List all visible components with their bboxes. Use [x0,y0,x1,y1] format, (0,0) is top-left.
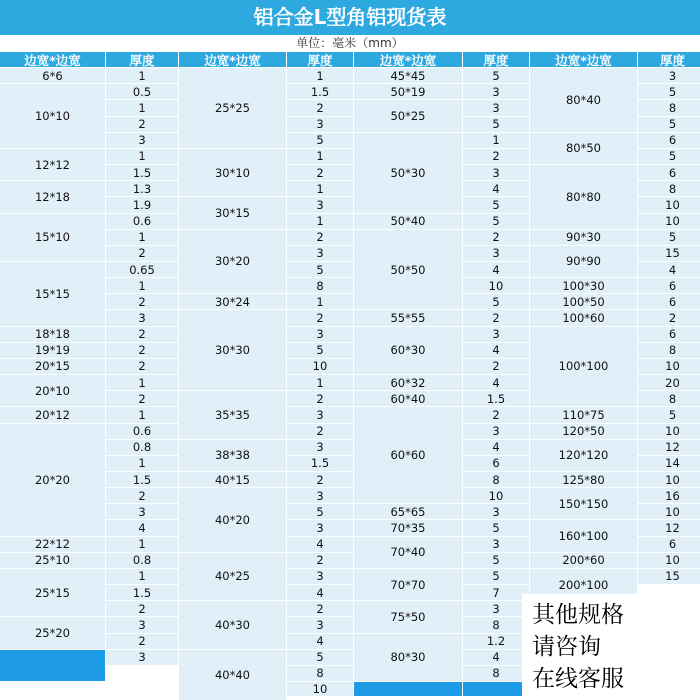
size-cell: 12*12 [0,149,105,180]
thickness-cell: 2 [106,488,178,503]
thickness-cell: 0.8 [106,553,178,568]
thickness-cell: 2 [106,359,178,374]
thickness-cell: 1 [106,230,178,245]
size-cell: 55*55 [354,310,462,325]
thickness-cell: 4 [287,537,353,552]
thickness-cell: 15 [638,246,700,261]
size-cell: 20*20 [0,424,105,536]
size-cell: 50*50 [354,230,462,310]
thickness-cell: 5 [287,133,353,148]
size-cell: 18*18 [0,327,105,342]
thickness-cell: 10 [638,214,700,229]
thickness-cell: 10 [463,278,529,293]
size-cell: 120*50 [530,424,637,439]
thickness-cell: 2 [287,391,353,406]
thickness-cell: 5 [287,262,353,277]
thickness-cell: 8 [638,391,700,406]
thickness-cell: 10 [463,488,529,503]
thickness-cell: 1.5 [287,456,353,471]
size-cell: 70*35 [354,520,462,535]
thickness-cell: 5 [287,343,353,358]
thickness-cell: 5 [638,407,700,422]
thickness-cell: 1 [106,100,178,115]
thickness-cell: 0.6 [106,214,178,229]
thickness-cell: 1 [106,375,178,390]
thickness-cell: 7 [463,585,529,600]
thickness-cell: 6 [638,537,700,552]
thickness-cell: 1 [106,278,178,293]
size-cell: 100*60 [530,310,637,325]
thickness-cell: 8 [287,666,353,681]
size-cell: 40*40 [179,650,286,700]
thickness-cell: 1 [287,214,353,229]
thickness-cell: 3 [106,650,178,665]
thickness-cell: 5 [463,569,529,584]
thickness-cell: 2 [106,327,178,342]
thickness-cell: 8 [463,617,529,632]
thickness-cell: 12 [638,520,700,535]
thickness-cell: 10 [638,197,700,212]
thickness-cell [463,682,529,696]
thickness-cell: 1 [287,149,353,164]
thickness-cell: 3 [287,440,353,455]
thickness-cell: 0.8 [106,440,178,455]
thickness-cell: 3 [463,100,529,115]
thickness-cell: 6 [638,165,700,180]
thickness-cell: 4 [638,262,700,277]
thickness-cell: 0.5 [106,84,178,99]
thickness-cell: 3 [463,504,529,519]
thickness-cell: 2 [106,634,178,649]
size-cell: 200*100 [530,569,637,600]
size-cell: 25*15 [0,569,105,616]
thickness-cell: 4 [287,585,353,600]
size-cell [0,650,105,681]
thickness-cell: 5 [463,553,529,568]
thickness-cell: 1.2 [463,634,529,649]
size-cell: 15*15 [0,262,105,326]
thickness-cell: 2 [106,343,178,358]
thickness-cell: 4 [287,634,353,649]
thickness-cell: 20 [638,375,700,390]
thickness-cell: 8 [638,181,700,196]
thickness-cell: 3 [287,488,353,503]
size-cell: 90*30 [530,230,637,245]
header-size: 边宽*边宽 [0,52,105,67]
thickness-cell: 3 [463,601,529,616]
note-line-3: 在线客服 [532,666,624,692]
thickness-cell: 2 [287,472,353,487]
size-cell: 20*12 [0,407,105,422]
size-cell: 65*65 [354,504,462,519]
thickness-cell: 8 [287,278,353,293]
thickness-cell: 0.65 [106,262,178,277]
thickness-cell: 12 [638,440,700,455]
size-cell: 50*30 [354,133,462,213]
thickness-cell: 10 [287,359,353,374]
thickness-cell: 3 [106,133,178,148]
size-cell: 10*10 [0,84,105,148]
thickness-cell: 10 [638,472,700,487]
size-cell: 20*15 [0,359,105,374]
thickness-cell: 10 [287,682,353,696]
size-cell: 60*40 [354,391,462,406]
header-size: 边宽*边宽 [530,52,637,67]
note-line-2: 请咨询 [532,634,601,660]
size-cell: 100*30 [530,278,637,293]
size-cell: 120*120 [530,440,637,471]
thickness-cell: 5 [287,650,353,665]
thickness-cell: 5 [463,68,529,83]
thickness-cell: 1.3 [106,181,178,196]
thickness-cell: 4 [106,520,178,535]
thickness-cell: 14 [638,456,700,471]
thickness-cell: 8 [463,472,529,487]
thickness-cell: 5 [638,149,700,164]
thickness-cell: 2 [463,230,529,245]
thickness-cell: 10 [638,359,700,374]
thickness-cell: 3 [287,520,353,535]
size-cell: 150*150 [530,488,637,519]
size-cell: 80*30 [354,634,462,681]
thickness-cell: 3 [463,84,529,99]
header-thickness: 厚度 [463,52,529,67]
thickness-cell: 2 [287,553,353,568]
thickness-cell: 5 [287,504,353,519]
thickness-cell: 3 [287,197,353,212]
thickness-cell: 10 [638,424,700,439]
size-cell: 100*100 [530,327,637,407]
size-cell: 35*35 [179,391,286,438]
size-cell: 40*25 [179,553,286,600]
contact-note [522,594,700,700]
thickness-cell: 1 [106,569,178,584]
size-cell: 25*25 [179,68,286,148]
size-cell: 70*70 [354,569,462,600]
size-cell: 80*80 [530,165,637,229]
thickness-cell: 1.5 [106,585,178,600]
size-cell: 20*10 [0,375,105,406]
thickness-cell: 2 [106,117,178,132]
thickness-cell: 15 [638,569,700,584]
thickness-cell: 5 [463,294,529,309]
thickness-cell: 6 [638,327,700,342]
header-thickness: 厚度 [638,52,700,67]
thickness-cell: 5 [463,117,529,132]
size-cell: 25*10 [0,553,105,568]
thickness-cell: 5 [463,214,529,229]
thickness-cell: 1.5 [106,472,178,487]
size-cell: 60*30 [354,327,462,374]
thickness-cell: 3 [287,407,353,422]
size-cell: 200*60 [530,553,637,568]
thickness-cell: 1 [106,407,178,422]
size-cell: 60*60 [354,407,462,503]
size-cell: 30*30 [179,310,286,390]
thickness-cell: 4 [463,343,529,358]
thickness-cell: 3 [287,117,353,132]
thickness-cell: 1.9 [106,197,178,212]
thickness-cell: 1 [287,294,353,309]
thickness-cell: 3 [106,310,178,325]
thickness-cell: 2 [106,294,178,309]
size-cell: 30*20 [179,230,286,294]
size-cell: 80*40 [530,68,637,132]
unit-label: 单位：毫米（mm） [0,35,700,52]
thickness-cell: 8 [638,100,700,115]
size-cell: 40*20 [179,488,286,552]
thickness-cell: 1 [106,68,178,83]
thickness-cell: 2 [463,359,529,374]
header-thickness: 厚度 [287,52,353,67]
thickness-cell: 1 [287,375,353,390]
thickness-cell: 10 [638,553,700,568]
thickness-cell: 8 [638,343,700,358]
thickness-cell: 3 [287,617,353,632]
size-cell: 50*25 [354,100,462,131]
thickness-cell: 2 [287,165,353,180]
thickness-cell: 3 [638,68,700,83]
thickness-cell: 16 [638,488,700,503]
thickness-cell: 1 [106,456,178,471]
size-cell: 70*40 [354,537,462,568]
thickness-cell: 3 [463,537,529,552]
size-cell: 19*19 [0,343,105,358]
thickness-cell: 5 [463,520,529,535]
size-cell: 90*90 [530,246,637,277]
size-cell: 110*75 [530,407,637,422]
thickness-cell: 3 [106,617,178,632]
thickness-cell: 4 [463,650,529,665]
thickness-cell: 6 [638,294,700,309]
note-line-1: 其他规格 [532,602,624,628]
size-cell: 12*18 [0,181,105,212]
size-cell: 100*50 [530,294,637,309]
thickness-cell: 1 [106,537,178,552]
thickness-cell: 3 [463,424,529,439]
thickness-cell: 1.5 [463,391,529,406]
thickness-cell: 4 [463,181,529,196]
thickness-cell: 5 [638,230,700,245]
size-cell: 75*50 [354,601,462,632]
size-cell: 30*24 [179,294,286,309]
size-cell: 45*45 [354,68,462,83]
thickness-cell: 3 [463,327,529,342]
thickness-cell: 2 [287,424,353,439]
size-cell: 40*30 [179,601,286,648]
thickness-cell: 1 [106,149,178,164]
thickness-cell: 5 [638,117,700,132]
thickness-cell: 2 [287,310,353,325]
thickness-cell: 3 [463,246,529,261]
thickness-cell: 3 [287,569,353,584]
thickness-cell: 10 [638,504,700,519]
size-cell: 30*10 [179,149,286,196]
thickness-cell [106,666,178,696]
size-cell: 30*15 [179,197,286,228]
size-cell: 60*32 [354,375,462,390]
size-cell: 50*19 [354,84,462,99]
size-cell: 22*12 [0,537,105,552]
thickness-cell: 2 [463,407,529,422]
thickness-cell: 2 [106,601,178,616]
thickness-cell: 2 [287,230,353,245]
thickness-cell: 1.5 [106,165,178,180]
thickness-cell: 3 [287,327,353,342]
thickness-cell: 5 [638,84,700,99]
size-cell: 40*15 [179,472,286,487]
size-cell: 38*38 [179,440,286,471]
thickness-cell: 6 [638,278,700,293]
thickness-cell: 4 [463,375,529,390]
thickness-cell: 2 [287,100,353,115]
thickness-cell: 3 [463,165,529,180]
size-cell: 15*10 [0,214,105,261]
thickness-cell: 2 [287,601,353,616]
thickness-cell: 1 [287,68,353,83]
thickness-cell: 2 [106,246,178,261]
thickness-cell: 6 [463,456,529,471]
size-cell: 80*50 [530,133,637,164]
thickness-cell: 2 [463,149,529,164]
thickness-cell: 4 [463,440,529,455]
size-cell: 6*6 [0,68,105,83]
size-cell: 50*40 [354,214,462,229]
thickness-cell: 5 [463,197,529,212]
page-title: 铝合金L型角铝现货表 [0,0,700,35]
thickness-cell: 6 [638,133,700,148]
size-cell: 25*20 [0,617,105,648]
thickness-cell: 2 [106,391,178,406]
thickness-cell: 1 [287,181,353,196]
thickness-cell: 3 [287,246,353,261]
size-cell: 160*100 [530,520,637,551]
thickness-cell: 0.6 [106,424,178,439]
thickness-cell: 2 [463,310,529,325]
thickness-cell: 1.5 [287,84,353,99]
thickness-cell: 8 [463,666,529,681]
thickness-cell: 3 [106,504,178,519]
size-cell [354,682,462,696]
header-thickness: 厚度 [106,52,178,67]
thickness-cell: 2 [638,310,700,325]
thickness-cell: 1 [463,133,529,148]
header-size: 边宽*边宽 [354,52,462,67]
size-cell: 125*80 [530,472,637,487]
thickness-cell: 4 [463,262,529,277]
header-size: 边宽*边宽 [179,52,286,67]
